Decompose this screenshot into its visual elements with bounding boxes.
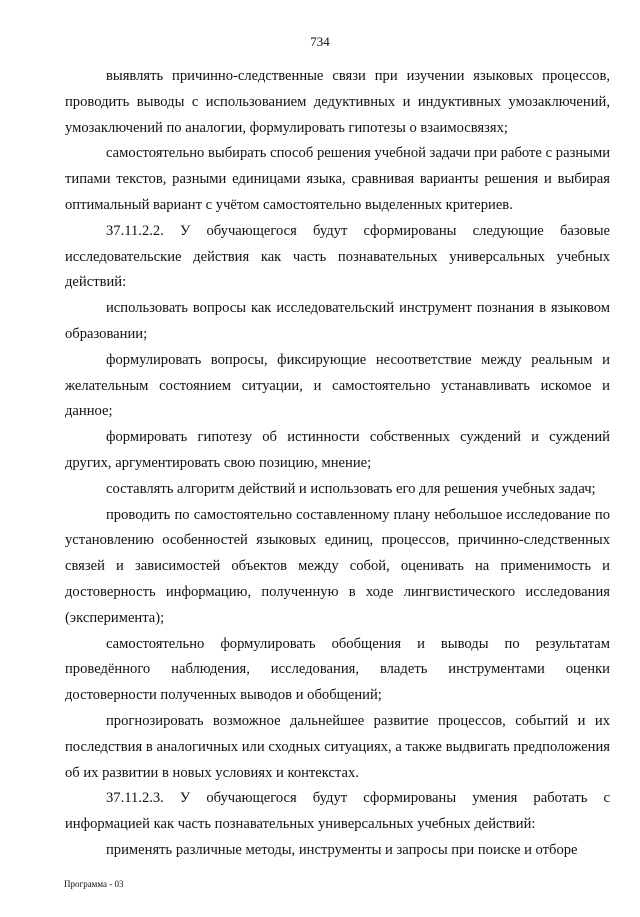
paragraph: применять различные методы, инструменты и запросы при поиске и отборе <box>106 841 578 858</box>
paragraph: формулировать вопросы, фиксирующие несоответствие между реальным и желательным состоянием ситуации, и самостоятельно устанавливать искомое и данное; <box>65 351 610 420</box>
paragraph: проводить по самостоятельно составленному плану небольшое исследование по установлению особенностей языковых единиц, процессов, причинно-следственных связей и зависимостей объектов между собой, оценивать на применимость и достоверность информацию, полученную в ходе лингвистического исследования (эксперимента); <box>65 506 610 626</box>
paragraph: 37.11.2.2. У обучающегося будут сформированы следующие базовые исследовательские действия как часть познавательных универсальных учебных действий: <box>65 222 610 291</box>
document-body <box>65 64 610 864</box>
paragraph: прогнозировать возможное дальнейшее развитие процессов, событий и их последствия в аналогичных или сходных ситуациях, а также выдвигать предположения об их развитии в новых условиях и контекстах. <box>65 712 610 781</box>
page-number: 734 <box>310 34 330 49</box>
paragraph: 37.11.2.3. У обучающегося будут сформированы умения работать с информацией как часть познавательных универсальных учебных действий: <box>65 790 610 833</box>
paragraph: использовать вопросы как исследовательский инструмент познания в языковом образовании; <box>65 300 610 342</box>
paragraph: самостоятельно выбирать способ решения учебной задачи при работе с разными типами текстов, разными единицами языка, сравнивая варианты решения и выбирая оптимальный вариант с учётом самостоятельно выделенных критериев. <box>65 145 610 213</box>
paragraph: выявлять причинно-следственные связи при изучении языковых процессов, проводить выводы с использованием дедуктивных и индуктивных умозаключений, умозаключений по аналогии, формулировать гипотезы о взаимосвязях; <box>65 68 610 136</box>
footer-label: Программа - 03 <box>64 879 124 889</box>
paragraph: самостоятельно формулировать обобщения и выводы по результатам проведённого наблюдения, исследования, владеть инструментами оценки достоверности полученных выводов и обобщений; <box>65 635 610 704</box>
paragraph: составлять алгоритм действий и использовать его для решения учебных задач; <box>106 480 596 497</box>
paragraph: формировать гипотезу об истинности собственных суждений и суждений других, аргументировать свою позицию, мнение; <box>65 429 610 471</box>
